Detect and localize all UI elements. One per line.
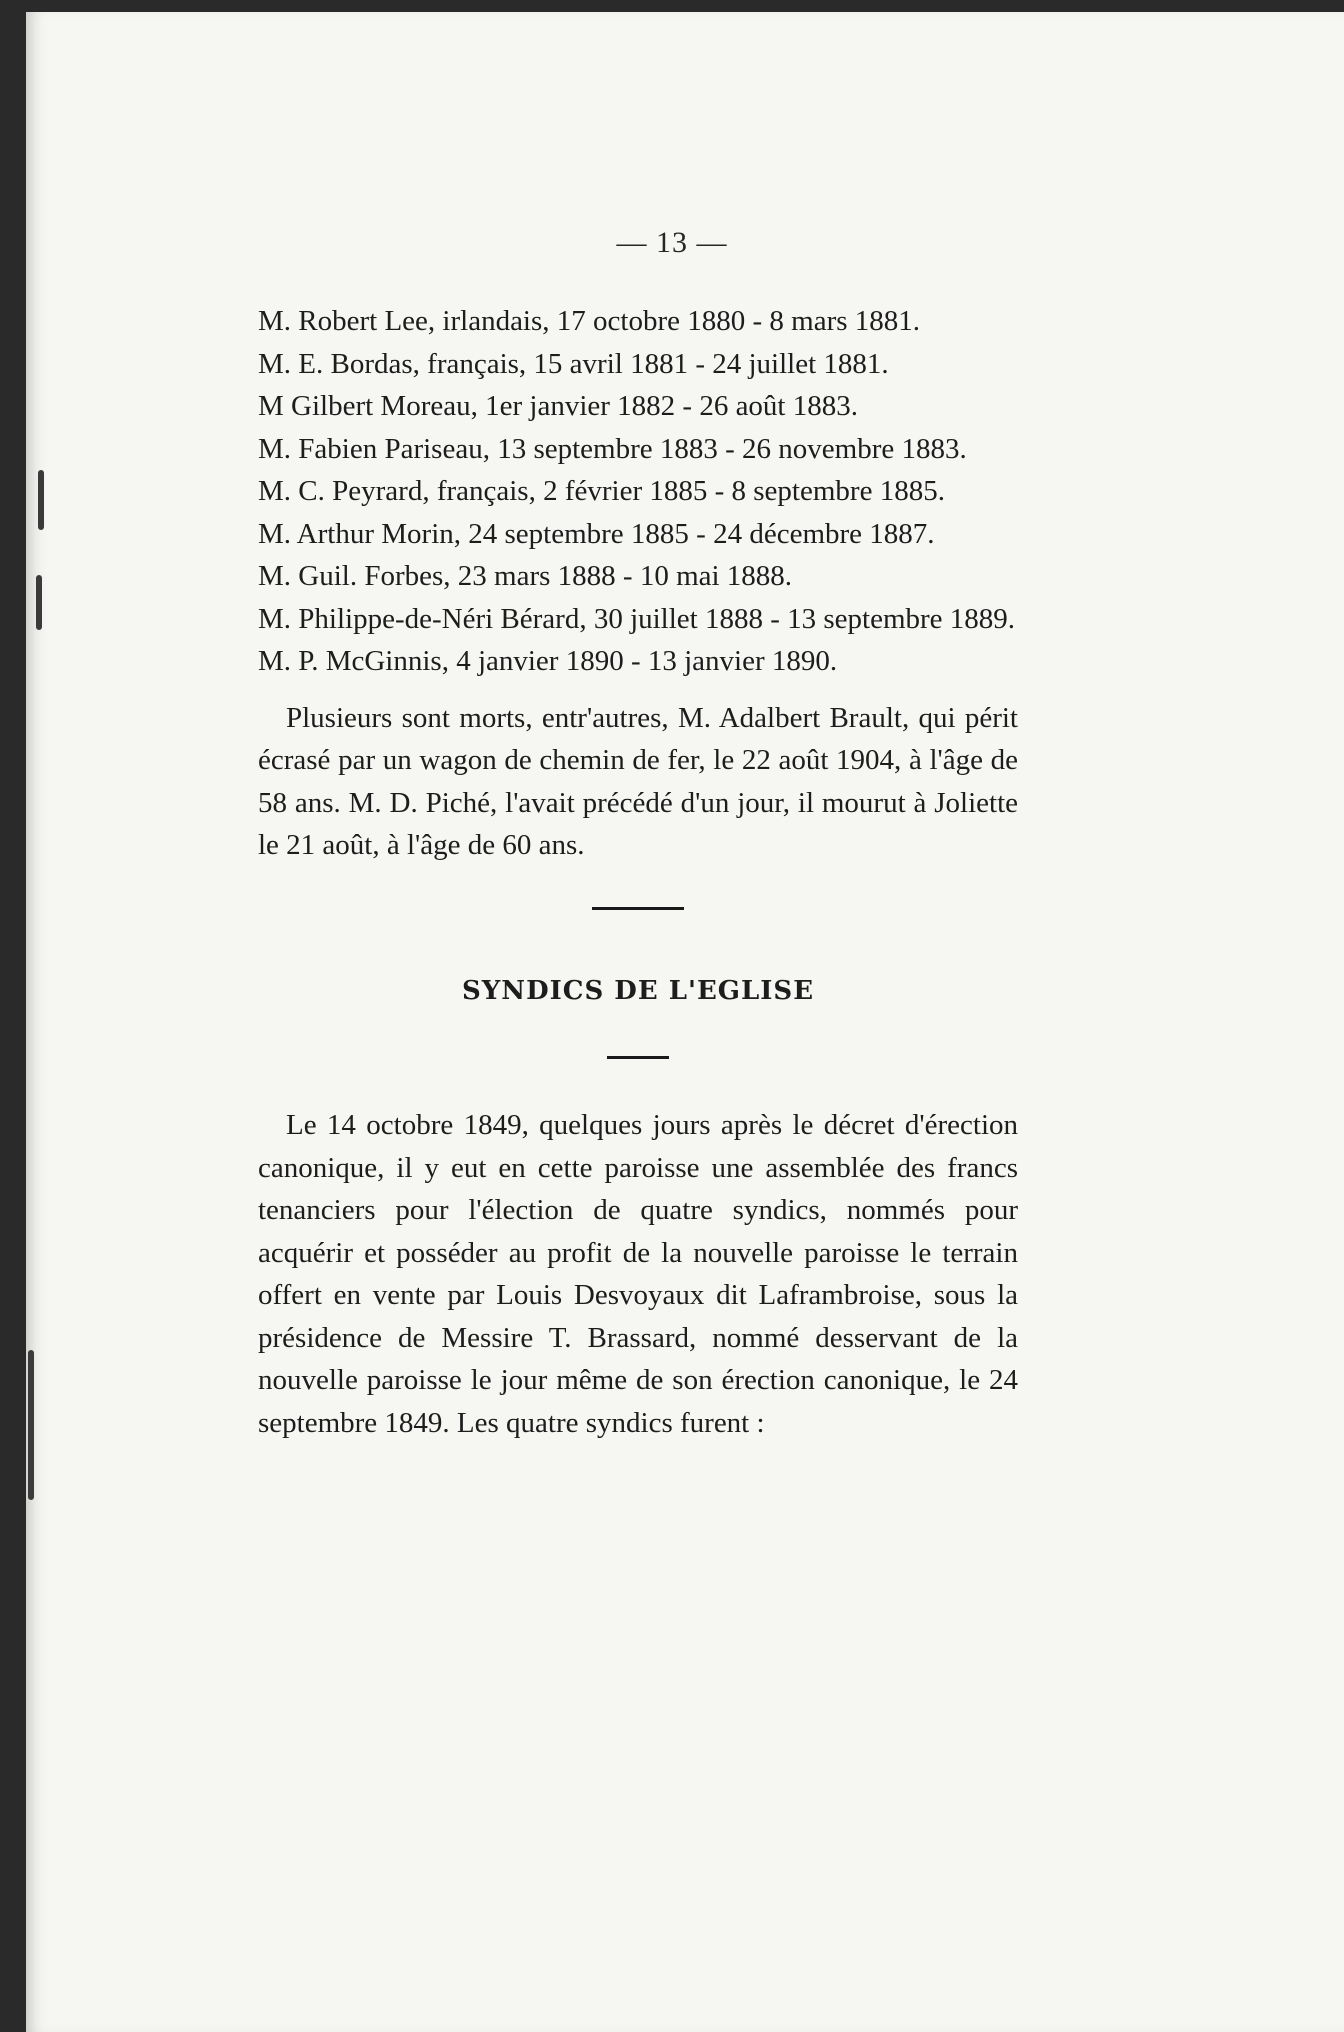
- paragraph-deaths: Plusieurs sont morts, entr'autres, M. Adalbert Brault, qui périt écrasé par un wagon de chemin de fer, le 22 août 1904, à l'âge de 58 ans. M. D. Piché, l'avait précédé d'un jour, il mourut à Joliette le 21 août, à l'âge de 60 ans.: [258, 701, 1018, 861]
- list-item: M. C. Peyrard, français, 2 février 1885 - 8 septembre 1885.: [258, 475, 945, 507]
- list-item: M. Arthur Morin, 24 septembre 1885 - 24 décembre 1887.: [258, 517, 935, 550]
- list-item: M. E. Bordas, français, 15 avril 1881 - 24 juillet 1881.: [258, 347, 889, 380]
- list-item: M. Fabien Pariseau, 13 septembre 1883 - 26 novembre 1883.: [258, 432, 967, 465]
- binding-mark: [28, 1350, 34, 1500]
- page-content: [258, 300, 1018, 1444]
- list-item: M. Robert Lee, irlandais, 17 octobre 1880 - 8 mars 1881.: [258, 305, 921, 337]
- list-item: M Gilbert Moreau, 1er janvier 1882 - 26 août 1883.: [258, 390, 858, 422]
- list-item: M. Philippe-de-Néri Bérard, 30 juillet 1888 - 13 septembre 1889.: [258, 602, 1016, 635]
- binding-mark: [36, 575, 42, 630]
- section-divider: [592, 907, 684, 910]
- binding-mark: [38, 470, 44, 530]
- list-item: M. P. McGinnis, 4 janvier 1890 - 13 janvier 1890.: [258, 645, 838, 677]
- heading-underline: [607, 1056, 669, 1059]
- section-heading: SYNDICS DE L'EGLISE: [461, 975, 815, 1006]
- page-number: — 13 —: [616, 226, 728, 259]
- list-item: M. Guil. Forbes, 23 mars 1888 - 10 mai 1888.: [258, 560, 793, 592]
- paragraph-syndics: Le 14 octobre 1849, quelques jours après le décret d'érection canonique, il y eut en cette paroisse une assemblée des francs tenanciers pour l'élection de quatre syndics, nommés pour acquérir et posséder au profit de la nouvelle paroisse le terrain offert en vente par Louis Desvoyaux dit Laframbroise, sous la présidence de Messire T. Brassard, nommé desservant de la nouvelle paroisse le jour même de son érection canonique, le 24 septembre 1849. Les quatre syndics furent :: [258, 1109, 1018, 1439]
- incumbent-list: [258, 300, 1018, 683]
